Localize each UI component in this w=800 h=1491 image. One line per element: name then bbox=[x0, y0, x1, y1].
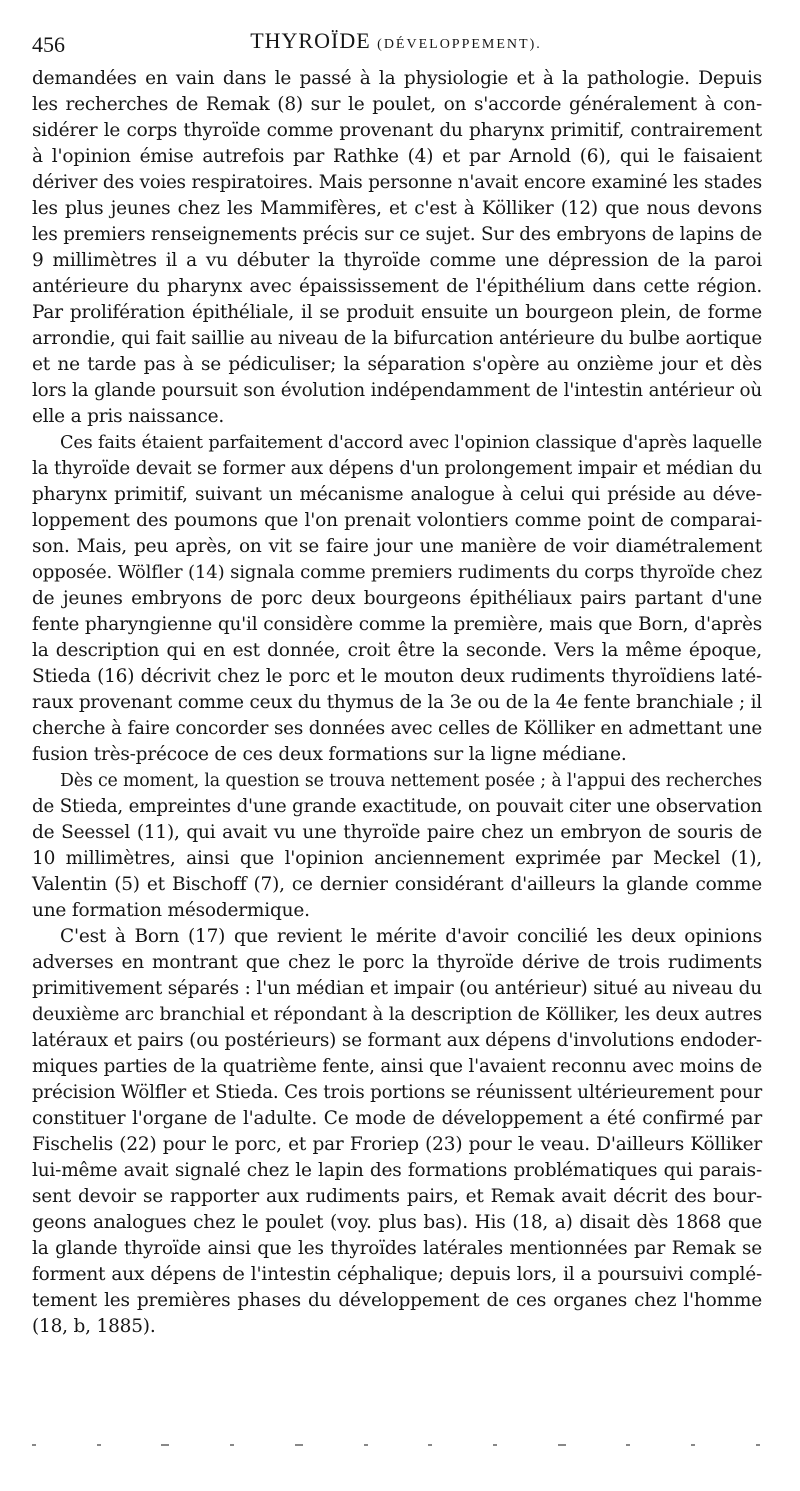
footer-scan-marks bbox=[32, 1440, 760, 1450]
text-line: Ces faits étaient parfaitement d'accord avec l'opinion classique d'après laquelle bbox=[60, 433, 762, 453]
text-line: sent devoir se rapporter aux rudiments pairs, et Remak avait décrit des bour- bbox=[32, 1186, 762, 1207]
scan-mark bbox=[32, 1444, 36, 1446]
paragraph bbox=[32, 924, 762, 1340]
text-line: demandées en vain dans le passé à la physiologie et à la pathologie. Depuis bbox=[32, 68, 762, 89]
text-line: C'est à Born (17) que revient le mérite d'avoir concilié les deux opinions bbox=[60, 926, 762, 947]
text-line: (18, b, 1885). bbox=[32, 1316, 156, 1337]
scan-mark bbox=[428, 1444, 432, 1446]
scan-mark bbox=[230, 1444, 234, 1446]
text-line: de Stieda, empreintes d'une grande exactitude, on pouvait citer une observation bbox=[32, 796, 762, 817]
scan-mark bbox=[97, 1444, 101, 1446]
text-line: loppement des poumons que l'on prenait volontiers comme point de comparai- bbox=[32, 510, 762, 531]
text-line: adverses en montrant que chez le porc la thyroïde dérive de trois rudiments bbox=[32, 952, 762, 973]
running-title bbox=[32, 28, 760, 54]
text-line: opposée. Wölfler (14) signala comme premiers rudiments du corps thyroïde chez bbox=[32, 562, 762, 583]
running-title-sub: (DÉVELOPPEMENT). bbox=[377, 37, 542, 52]
text-line: miques parties de la quatrième fente, ainsi que l'avaient reconnu avec moins de bbox=[32, 1056, 762, 1077]
body-text bbox=[32, 66, 762, 1340]
text-line: forment aux dépens de l'intestin céphalique; depuis lors, il a poursuivi complé- bbox=[32, 1264, 762, 1285]
text-line: Dès ce moment, la question se trouva nettement posée ; à l'appui des recherches bbox=[60, 771, 762, 791]
text-line: dériver des voies respiratoires. Mais personne n'avait encore examiné les stades bbox=[32, 172, 762, 193]
text-line: la glande thyroïde ainsi que les thyroïdes latérales mentionnées par Remak se bbox=[32, 1238, 762, 1259]
text-line: précision Wölfler et Stieda. Ces trois portions se réunissent ultérieurement pour bbox=[32, 1082, 762, 1103]
scan-mark bbox=[756, 1444, 760, 1446]
text-line: tement les premières phases du développement de ces organes chez l'homme bbox=[32, 1290, 762, 1311]
text-line: geons analogues chez le poulet (voy. plus bas). His (18, a) disait dès 1868 que bbox=[32, 1212, 762, 1233]
text-line: elle a pris naissance. bbox=[32, 406, 225, 427]
text-line: raux provenant comme ceux du thymus de la 3e ou de la 4e fente branchiale ; il bbox=[32, 692, 762, 713]
paragraph bbox=[32, 430, 762, 768]
text-line: une formation mésodermique. bbox=[32, 900, 310, 921]
paragraph bbox=[32, 66, 762, 430]
text-line: pharynx primitif, suivant un mécanisme analogue à celui qui préside au déve- bbox=[32, 484, 762, 505]
text-line: son. Mais, peu après, on vit se faire jour une manière de voir diamétralement bbox=[32, 536, 762, 557]
text-line: antérieure du pharynx avec épaississement de l'épithélium dans cette région. bbox=[32, 276, 762, 297]
text-line: cherche à faire concorder ses données avec celles de Kölliker en admettant une bbox=[32, 718, 762, 739]
scan-mark bbox=[493, 1444, 497, 1446]
paragraph bbox=[32, 768, 762, 924]
text-line: primitivement séparés : l'un médian et impair (ou antérieur) situé au niveau du bbox=[32, 978, 762, 999]
scan-mark bbox=[558, 1444, 566, 1446]
text-line: de jeunes embryons de porc deux bourgeons épithéliaux pairs partant d'une bbox=[32, 588, 762, 609]
text-line: Stieda (16) décrivit chez le porc et le mouton deux rudiments thyroïdiens laté- bbox=[32, 666, 762, 687]
text-line: la description qui en est donnée, croit être la seconde. Vers la même époque, bbox=[32, 640, 762, 661]
text-line: Fischelis (22) pour le porc, et par Froriep (23) pour le veau. D'ailleurs Kölliker bbox=[32, 1134, 762, 1155]
text-line: Par prolifération épithéliale, il se produit ensuite un bourgeon plein, de forme bbox=[32, 302, 762, 323]
text-line: arrondie, qui fait saillie au niveau de la bifurcation antérieure du bulbe aortique bbox=[32, 328, 762, 349]
scan-mark bbox=[364, 1444, 368, 1446]
text-line: les premiers renseignements précis sur ce sujet. Sur des embryons de lapins de bbox=[32, 224, 762, 245]
text-line: Valentin (5) et Bischoff (7), ce dernier considérant d'ailleurs la glande comme bbox=[32, 874, 762, 895]
scan-mark bbox=[691, 1444, 695, 1446]
text-line: latéraux et pairs (ou postérieurs) se formant aux dépens d'involutions endoder- bbox=[32, 1030, 762, 1051]
page-header bbox=[32, 28, 760, 58]
scan-mark bbox=[161, 1444, 169, 1446]
text-line: fente pharyngienne qu'il considère comme la première, mais que Born, d'après bbox=[32, 614, 762, 635]
scan-mark bbox=[626, 1444, 630, 1446]
scan-mark bbox=[295, 1444, 303, 1446]
text-line: les recherches de Remak (8) sur le poulet, on s'accorde généralement à con- bbox=[32, 94, 762, 115]
text-line: de Seessel (11), qui avait vu une thyroïde paire chez un embryon de souris de bbox=[32, 822, 762, 843]
text-line: 10 millimètres, ainsi que l'opinion anciennement exprimée par Meckel (1), bbox=[32, 848, 762, 869]
page-number: 456 bbox=[32, 32, 65, 57]
text-line: sidérer le corps thyroïde comme provenant du pharynx primitif, contrairement bbox=[32, 120, 762, 141]
text-line: les plus jeunes chez les Mammifères, et c'est à Kölliker (12) que nous devons bbox=[32, 198, 762, 219]
text-line: lui-même avait signalé chez le lapin des formations problématiques qui parais- bbox=[32, 1160, 762, 1181]
text-line: la thyroïde devait se former aux dépens d'un prolongement impair et médian du bbox=[32, 458, 762, 479]
running-title-main: THYROÏDE bbox=[250, 28, 371, 53]
text-line: constituer l'organe de l'adulte. Ce mode de développement a été confirmé par bbox=[32, 1108, 762, 1129]
text-line: à l'opinion émise autrefois par Rathke (4) et par Arnold (6), qui le faisaient bbox=[32, 146, 762, 167]
text-line: fusion très-précoce de ces deux formations sur la ligne médiane. bbox=[32, 744, 627, 765]
text-line: deuxième arc branchial et répondant à la description de Kölliker, les deux autres bbox=[32, 1004, 762, 1025]
text-line: et ne tarde pas à se pédiculiser; la séparation s'opère au onzième jour et dès bbox=[32, 354, 762, 375]
text-line: lors la glande poursuit son évolution indépendamment de l'intestin antérieur où bbox=[32, 380, 762, 401]
text-line: 9 millimètres il a vu débuter la thyroïde comme une dépression de la paroi bbox=[32, 250, 762, 271]
